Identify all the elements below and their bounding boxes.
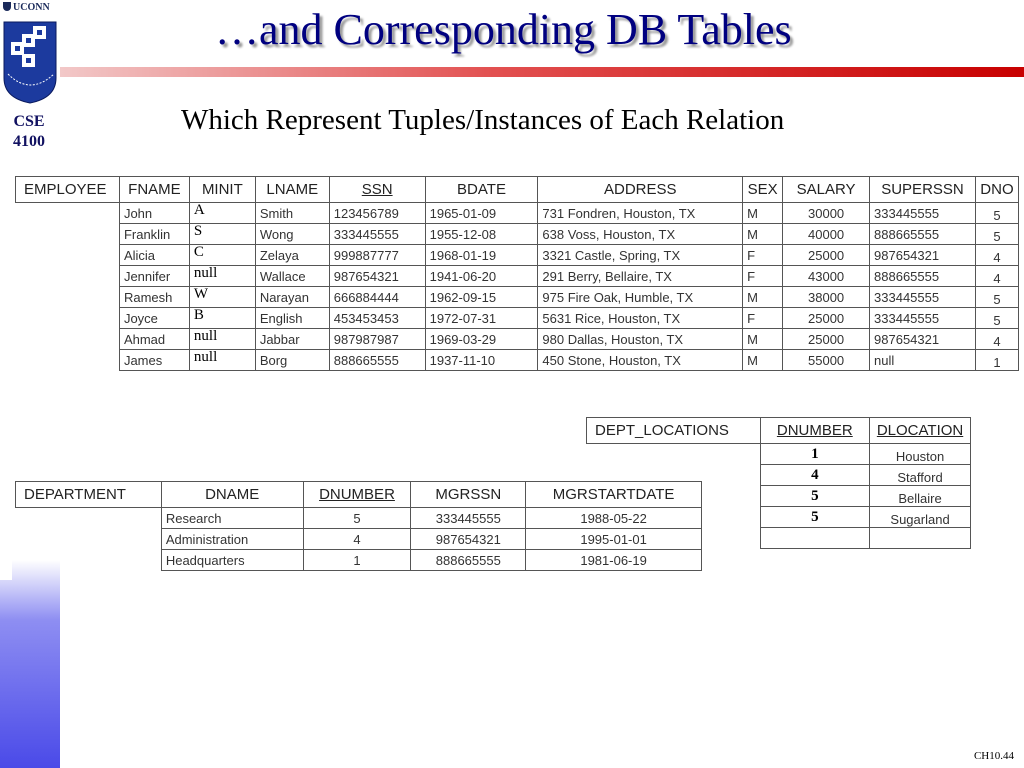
employee-fname-cell: John: [119, 203, 189, 224]
employee-dno-cell: 5: [975, 224, 1018, 245]
employee-minit-cell: null: [189, 350, 255, 371]
employee-lname-cell: Zelaya: [255, 245, 329, 266]
employee-sex-cell: M: [743, 329, 783, 350]
empty-cell: [16, 529, 162, 550]
empty-cell: [16, 508, 162, 529]
employee-address-cell: 638 Voss, Houston, TX: [538, 224, 743, 245]
col-fname: FNAME: [119, 177, 189, 203]
employee-address-cell: 291 Berry, Bellaire, TX: [538, 266, 743, 287]
department-row: [16, 529, 702, 550]
employee-salary-cell: 25000: [783, 329, 870, 350]
col-mgrssn: MGRSSN: [411, 482, 526, 508]
col-superssn: SUPERSSN: [870, 177, 976, 203]
employee-sex-cell: M: [743, 203, 783, 224]
course-number: 4100: [13, 133, 45, 150]
col-dno: DNO: [975, 177, 1018, 203]
employee-salary-cell: 55000: [783, 350, 870, 371]
uconn-crest-icon: [3, 2, 11, 11]
employee-ssn-cell: 888665555: [329, 350, 425, 371]
employee-dno-cell: 1: [975, 350, 1018, 371]
employee-lname-cell: Jabbar: [255, 329, 329, 350]
department-mgrssn-cell: 987654321: [411, 529, 526, 550]
employee-bdate-cell: 1962-09-15: [425, 287, 538, 308]
employee-salary-cell: 25000: [783, 245, 870, 266]
department-dname-cell: Administration: [161, 529, 303, 550]
department-header-row: [16, 482, 702, 508]
title-rule: [60, 67, 1024, 77]
employee-bdate-cell: 1937-11-10: [425, 350, 538, 371]
empty-cell: [16, 287, 120, 308]
employee-sex-cell: F: [743, 266, 783, 287]
department-mgrstartdate-cell: 1995-01-01: [526, 529, 702, 550]
dl-dlocation-cell: Bellaire: [870, 486, 971, 507]
employee-dno-cell: 5: [975, 287, 1018, 308]
department-dnumber-cell: 1: [303, 550, 411, 571]
empty-cell: [16, 245, 120, 266]
dl-dnumber-cell: 5: [760, 507, 870, 528]
dl-dlocation-cell: Sugarland: [870, 507, 971, 528]
employee-superssn-cell: 987654321: [870, 245, 976, 266]
department-row: [16, 508, 702, 529]
employee-address-cell: 5631 Rice, Houston, TX: [538, 308, 743, 329]
department-table: [15, 481, 702, 571]
employee-superssn-cell: 888665555: [870, 266, 976, 287]
employee-row: [16, 308, 1019, 329]
sidebar-inner: [0, 160, 12, 580]
dl-dlocation-cell: [870, 528, 971, 549]
employee-superssn-cell: null: [870, 350, 976, 371]
employee-address-cell: 980 Dallas, Houston, TX: [538, 329, 743, 350]
employee-row: [16, 245, 1019, 266]
employee-table: [15, 176, 1019, 371]
employee-sex-cell: M: [743, 287, 783, 308]
employee-header-row: [16, 177, 1019, 203]
dl-dlocation-cell: Stafford: [870, 465, 971, 486]
col-mgrstartdate: MGRSTARTDATE: [526, 482, 702, 508]
employee-superssn-cell: 333445555: [870, 308, 976, 329]
employee-ssn-cell: 666884444: [329, 287, 425, 308]
empty-cell: [16, 550, 162, 571]
employee-ssn-cell: 999887777: [329, 245, 425, 266]
dl-dnumber-cell: 1: [760, 444, 870, 465]
department-dname-cell: Research: [161, 508, 303, 529]
employee-minit-cell: null: [189, 266, 255, 287]
employee-ssn-cell: 987987987: [329, 329, 425, 350]
employee-row: [16, 203, 1019, 224]
department-dnumber-cell: 4: [303, 529, 411, 550]
employee-dno-cell: 4: [975, 245, 1018, 266]
col-bdate: BDATE: [425, 177, 538, 203]
col-ssn: SSN: [329, 177, 425, 203]
page-number: CH10.44: [973, 750, 1014, 762]
employee-row: [16, 266, 1019, 287]
employee-bdate-cell: 1972-07-31: [425, 308, 538, 329]
employee-superssn-cell: 333445555: [870, 287, 976, 308]
org-name: UCONN: [13, 2, 50, 13]
employee-dno-cell: 5: [975, 308, 1018, 329]
course-label: [2, 112, 56, 152]
employee-row: [16, 350, 1019, 371]
empty-cell: [16, 308, 120, 329]
employee-lname-cell: Wong: [255, 224, 329, 245]
employee-salary-cell: 25000: [783, 308, 870, 329]
col-dept-dnumber: DNUMBER: [303, 482, 411, 508]
department-dnumber-cell: 5: [303, 508, 411, 529]
employee-superssn-cell: 333445555: [870, 203, 976, 224]
employee-minit-cell: W: [189, 287, 255, 308]
empty-cell: [587, 444, 761, 465]
employee-lname-cell: Wallace: [255, 266, 329, 287]
col-dl-dlocation: DLOCATION: [870, 418, 971, 444]
col-dl-dnumber: DNUMBER: [760, 418, 870, 444]
employee-row: [16, 224, 1019, 245]
employee-bdate-cell: 1955-12-08: [425, 224, 538, 245]
employee-superssn-cell: 888665555: [870, 224, 976, 245]
employee-salary-cell: 30000: [783, 203, 870, 224]
employee-fname-cell: Ahmad: [119, 329, 189, 350]
dept-locations-header-row: [587, 418, 971, 444]
dl-dnumber-cell: 5: [760, 486, 870, 507]
uconn-label: [3, 2, 50, 13]
employee-lname-cell: Narayan: [255, 287, 329, 308]
employee-address-cell: 3321 Castle, Spring, TX: [538, 245, 743, 266]
employee-salary-cell: 40000: [783, 224, 870, 245]
dept-locations-relation-name: DEPT_LOCATIONS: [587, 418, 761, 444]
employee-fname-cell: Alicia: [119, 245, 189, 266]
employee-relation-name: EMPLOYEE: [16, 177, 120, 203]
employee-lname-cell: English: [255, 308, 329, 329]
cse-logo-icon: [2, 18, 58, 104]
col-minit: MINIT: [189, 177, 255, 203]
col-lname: LNAME: [255, 177, 329, 203]
employee-dno-cell: 5: [975, 203, 1018, 224]
employee-address-cell: 450 Stone, Houston, TX: [538, 350, 743, 371]
department-mgrstartdate-cell: 1981-06-19: [526, 550, 702, 571]
employee-fname-cell: James: [119, 350, 189, 371]
course-dept: CSE: [13, 113, 45, 130]
empty-cell: [16, 329, 120, 350]
dl-dnumber-cell: [760, 528, 870, 549]
col-dname: DNAME: [161, 482, 303, 508]
employee-dno-cell: 4: [975, 329, 1018, 350]
department-relation-name: DEPARTMENT: [16, 482, 162, 508]
employee-minit-cell: null: [189, 329, 255, 350]
employee-ssn-cell: 123456789: [329, 203, 425, 224]
employee-dno-cell: 4: [975, 266, 1018, 287]
employee-sex-cell: F: [743, 245, 783, 266]
employee-salary-cell: 43000: [783, 266, 870, 287]
employee-fname-cell: Joyce: [119, 308, 189, 329]
slide-title: …and Corresponding DB Tables: [215, 5, 792, 54]
employee-address-cell: 975 Fire Oak, Humble, TX: [538, 287, 743, 308]
employee-minit-cell: B: [189, 308, 255, 329]
department-mgrssn-cell: 333445555: [411, 508, 526, 529]
col-sex: SEX: [743, 177, 783, 203]
employee-lname-cell: Smith: [255, 203, 329, 224]
employee-minit-cell: A: [189, 203, 255, 224]
employee-ssn-cell: 453453453: [329, 308, 425, 329]
employee-fname-cell: Franklin: [119, 224, 189, 245]
employee-bdate-cell: 1941-06-20: [425, 266, 538, 287]
employee-sex-cell: M: [743, 350, 783, 371]
employee-row: [16, 287, 1019, 308]
dept-locations-row: [587, 444, 971, 465]
department-mgrssn-cell: 888665555: [411, 550, 526, 571]
employee-lname-cell: Borg: [255, 350, 329, 371]
department-dname-cell: Headquarters: [161, 550, 303, 571]
employee-address-cell: 731 Fondren, Houston, TX: [538, 203, 743, 224]
employee-sex-cell: M: [743, 224, 783, 245]
employee-row: [16, 329, 1019, 350]
col-address: ADDRESS: [538, 177, 743, 203]
empty-cell: [16, 266, 120, 287]
employee-ssn-cell: 987654321: [329, 266, 425, 287]
slide-subtitle: Which Represent Tuples/Instances of Each Relation: [181, 104, 785, 136]
department-row: [16, 550, 702, 571]
employee-minit-cell: C: [189, 245, 255, 266]
employee-fname-cell: Jennifer: [119, 266, 189, 287]
employee-bdate-cell: 1968-01-19: [425, 245, 538, 266]
empty-cell: [16, 350, 120, 371]
employee-ssn-cell: 333445555: [329, 224, 425, 245]
employee-superssn-cell: 987654321: [870, 329, 976, 350]
department-mgrstartdate-cell: 1988-05-22: [526, 508, 702, 529]
col-salary: SALARY: [783, 177, 870, 203]
employee-fname-cell: Ramesh: [119, 287, 189, 308]
empty-cell: [16, 224, 120, 245]
dl-dnumber-cell: 4: [760, 465, 870, 486]
employee-minit-cell: S: [189, 224, 255, 245]
employee-bdate-cell: 1969-03-29: [425, 329, 538, 350]
employee-bdate-cell: 1965-01-09: [425, 203, 538, 224]
empty-cell: [16, 203, 120, 224]
employee-salary-cell: 38000: [783, 287, 870, 308]
employee-sex-cell: F: [743, 308, 783, 329]
dl-dlocation-cell: Houston: [870, 444, 971, 465]
